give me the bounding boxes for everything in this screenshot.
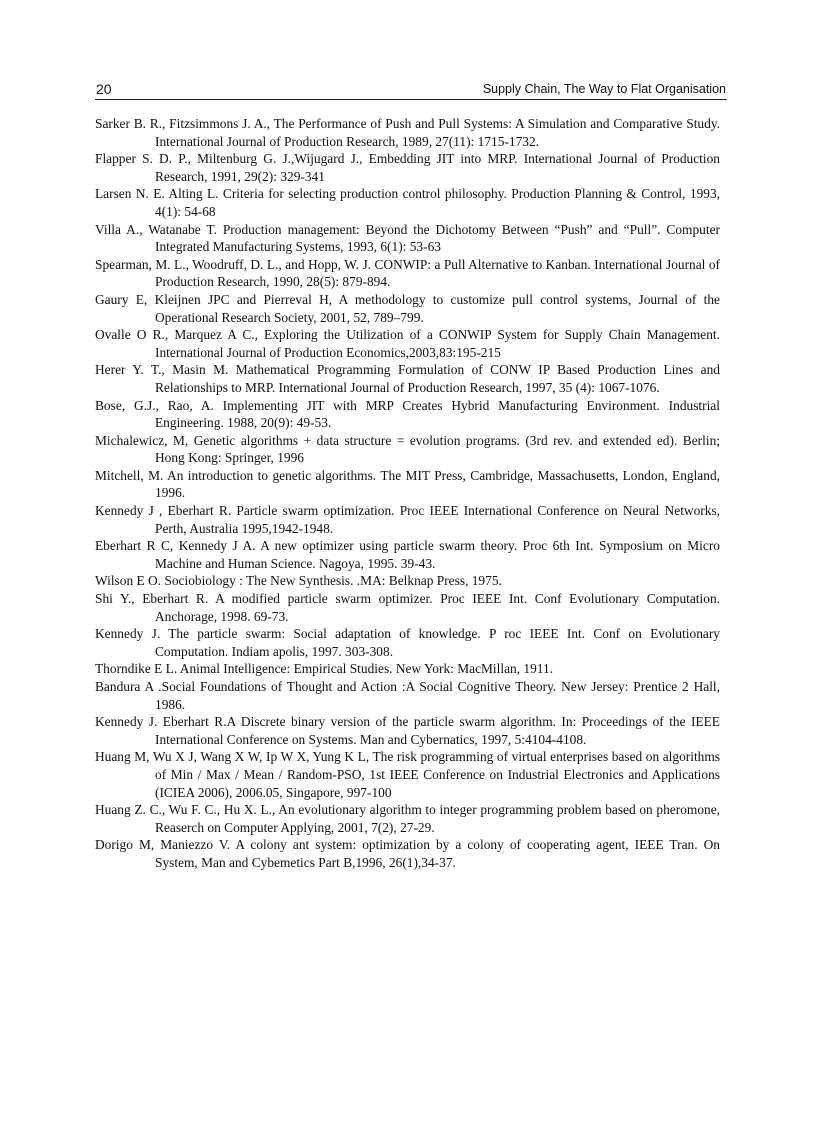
reference-item: Villa A., Watanabe T. Production management: Beyond the Dichotomy Between “Push” and “Pull”. Computer Integrated Manufacturing Systems, 1993, 6(1): 53-63 bbox=[95, 221, 720, 255]
reference-item: Michalewicz, M, Genetic algorithms + data structure = evolution programs. (3rd rev. and extended ed). Berlin; Hong Kong: Springer, 1996 bbox=[95, 432, 720, 466]
reference-item: Huang Z. C., Wu F. C., Hu X. L., An evolutionary algorithm to integer programming problem based on pheromone, Reaserch on Computer Applying, 2001, 7(2), 27-29. bbox=[95, 802, 720, 835]
reference-item: Gaury E, Kleijnen JPC and Pierreval H, A methodology to customize pull control systems, Journal of the Operational Research Society, 2001, 52, 789–799. bbox=[95, 291, 720, 325]
reference-item: Bandura A .Social Foundations of Thought and Action :A Social Cognitive Theory. New Jersey: Prentice 2 Hall, 1986. bbox=[95, 679, 720, 712]
running-title: Supply Chain, The Way to Flat Organisation bbox=[482, 82, 726, 96]
reference-item: Sarker B. R., Fitzsimmons J. A., The Performance of Push and Pull Systems: A Simulation and Comparative Study. International Journal of Production Research, 1989, 27(11): 1715-1732. bbox=[95, 116, 720, 149]
reference-item: Bose, G.J., Rao, A. Implementing JIT with MRP Creates Hybrid Manufacturing Environment. Industrial Engineering. 1988, 20(9): 49-53. bbox=[95, 397, 720, 431]
reference-item: Kennedy J. Eberhart R.A Discrete binary version of the particle swarm algorithm. In: Proceedings of the IEEE International Conference on Systems. Man and Cybernatics, 1997, 5:4104-4108. bbox=[95, 714, 720, 747]
reference-item: Dorigo M, Maniezzo V. A colony ant system: optimization by a colony of cooperating agent, IEEE Tran. On System, Man and Cybemetics Part B,1996, 26(1),34-37. bbox=[95, 837, 720, 870]
reference-item: Herer Y. T., Masin M. Mathematical Programming Formulation of CONW IP Based Production Lines and Relationships to MRP. International Journal of Production Research, 1997, 35 (4): 1067-1076. bbox=[95, 362, 720, 395]
reference-item: Eberhart R C, Kennedy J A. A new optimizer using particle swarm theory. Proc 6th Int. Symposium on Micro Machine and Human Science. Nagoya, 1995. 39-43. bbox=[95, 538, 720, 571]
reference-item: Larsen N. E. Alting L. Criteria for selecting production control philosophy. Production Planning & Control, 1993, 4(1): 54-68 bbox=[95, 186, 720, 219]
reference-item: Ovalle O R., Marquez A C., Exploring the Utilization of a CONWIP System for Supply Chain Management. International Journal of Production Economics,2003,83:195-215 bbox=[95, 327, 720, 360]
reference-item: Shi Y., Eberhart R. A modified particle swarm optimizer. Proc IEEE Int. Conf Evolutionary Computation. Anchorage, 1998. 69-73. bbox=[95, 591, 720, 624]
reference-list bbox=[95, 115, 720, 872]
reference-item: Thorndike E L. Animal Intelligence: Empirical Studies. New York: MacMillan, 1911. bbox=[95, 661, 554, 677]
reference-item: Kennedy J. The particle swarm: Social adaptation of knowledge. P roc IEEE Int. Conf on Evolutionary Computation. Indiam apolis, 1997. 303-308. bbox=[95, 626, 720, 659]
reference-item: Kennedy J , Eberhart R. Particle swarm optimization. Proc IEEE International Conference on Neural Networks, Perth, Australia 1995,1942-1948. bbox=[95, 503, 720, 536]
reference-item: Huang M, Wu X J, Wang X W, Ip W X, Yung K L, The risk programming of virtual enterprises based on algorithms of Min / Max / Mean / Random-PSO, 1st IEEE Conference on Industrial Electronics and Applications (ICIEA 2006), 2006.05, Singapore, 997-100 bbox=[95, 749, 720, 800]
page-header bbox=[95, 80, 727, 100]
reference-item: Spearman, M. L., Woodruff, D. L., and Hopp, W. J. CONWIP: a Pull Alternative to Kanban. International Journal of Production Research, 1990, 28(5): 879-894. bbox=[95, 256, 720, 290]
reference-item: Wilson E O. Sociobiology : The New Synthesis. .MA: Belknap Press, 1975. bbox=[95, 573, 502, 589]
reference-item: Flapper S. D. P., Miltenburg G. J.,Wijugard J., Embedding JIT into MRP. International Journal of Production Research, 1991, 29(2): 329-341 bbox=[95, 151, 720, 184]
page-number: 20 bbox=[96, 81, 112, 97]
reference-item: Mitchell, M. An introduction to genetic algorithms. The MIT Press, Cambridge, Massachusetts, London, England, 1996. bbox=[95, 467, 720, 501]
